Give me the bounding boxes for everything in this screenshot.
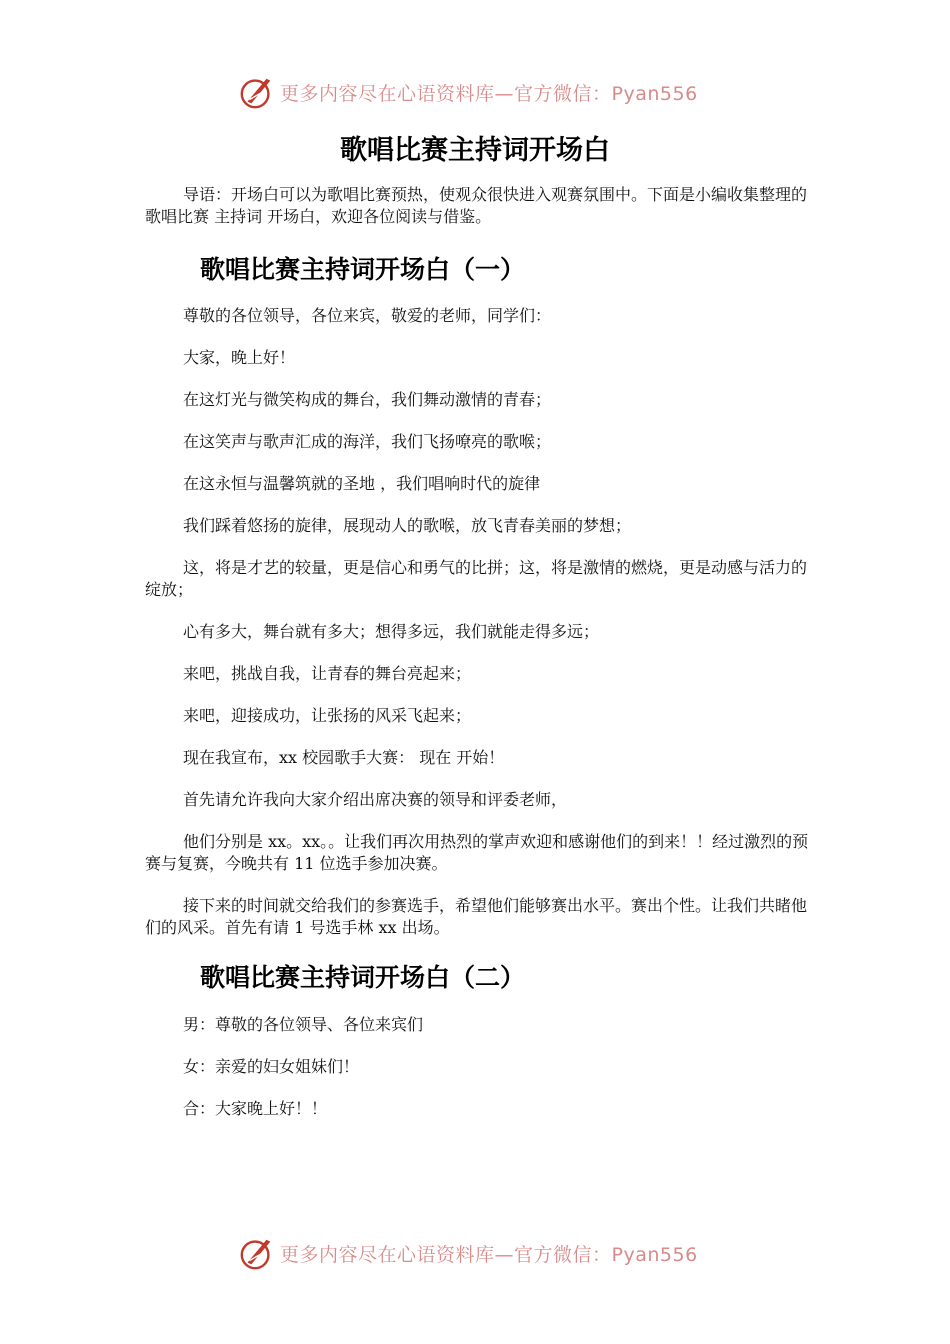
- paragraph: 尊敬的各位领导，各位来宾，敬爱的老师，同学们：: [183, 306, 552, 325]
- footer-banner: [238, 1233, 758, 1273]
- paragraph: 这，将是才艺的较量，更是信心和勇气的比拼；这，将是激情的燃烧，更是动感与活力的绽放；: [145, 558, 808, 599]
- paragraph: 男：尊敬的各位领导、各位来宾们: [183, 1015, 424, 1034]
- paragraph: 心有多大，舞台就有多大；想得多远，我们就能走得多远；: [183, 622, 600, 641]
- paragraph: 接下来的时间就交给我们的参赛选手，希望他们能够赛出水平。赛出个性。让我们共睹他们的风采。首先有请 1 号选手林 xx 出场。: [145, 896, 808, 937]
- paragraph: 首先请允许我向大家介绍出席决赛的领导和评委老师，: [183, 790, 568, 809]
- paragraph: 在这笑声与歌声汇成的海洋，我们飞扬嘹亮的歌喉；: [183, 432, 552, 451]
- intro-paragraph: 导语：开场白可以为歌唱比赛预热，使观众很快进入观赛氛围中。下面是小编收集整理的歌唱比赛 主持词 开场白，欢迎各位阅读与借鉴。: [145, 185, 808, 226]
- paragraph: 来吧，挑战自我，让青春的舞台亮起来；: [183, 664, 472, 683]
- page-title: 歌唱比赛主持词开场白: [340, 135, 610, 166]
- paragraph: 现在我宣布，xx 校园歌手大赛： 现在 开始！: [183, 748, 505, 767]
- header-banner: [238, 72, 758, 112]
- paragraph: 女：亲爱的妇女姐妹们！: [183, 1057, 360, 1076]
- paragraph: 我们踩着悠扬的旋律，展现动人的歌喉，放飞青春美丽的梦想；: [183, 516, 632, 535]
- paragraph: 他们分别是 xx。xx。。让我们再次用热烈的掌声欢迎和感谢他们的到来！！经过激烈的预赛与复赛，今晚共有 11 位选手参加决赛。: [145, 832, 809, 873]
- section-heading-2: 歌唱比赛主持词开场白（二）: [200, 963, 526, 992]
- banner-text: 更多内容尽在心语资料库—官方微信：Pyan556: [280, 1243, 698, 1266]
- section-heading-1: 歌唱比赛主持词开场白（一）: [200, 255, 526, 284]
- paragraph: 在这永恒与温馨筑就的圣地 ，我们唱响时代的旋律: [183, 474, 541, 493]
- feather-pen-logo-icon: [238, 73, 276, 111]
- paragraph: 来吧，迎接成功，让张扬的风采飞起来；: [183, 706, 472, 725]
- feather-pen-logo-icon: [238, 1234, 276, 1272]
- paragraph: 合：大家晚上好！！: [183, 1099, 328, 1118]
- banner-text: 更多内容尽在心语资料库—官方微信：Pyan556: [280, 82, 698, 105]
- paragraph: 在这灯光与微笑构成的舞台，我们舞动激情的青春；: [183, 390, 552, 409]
- paragraph: 大家，晚上好！: [183, 348, 296, 367]
